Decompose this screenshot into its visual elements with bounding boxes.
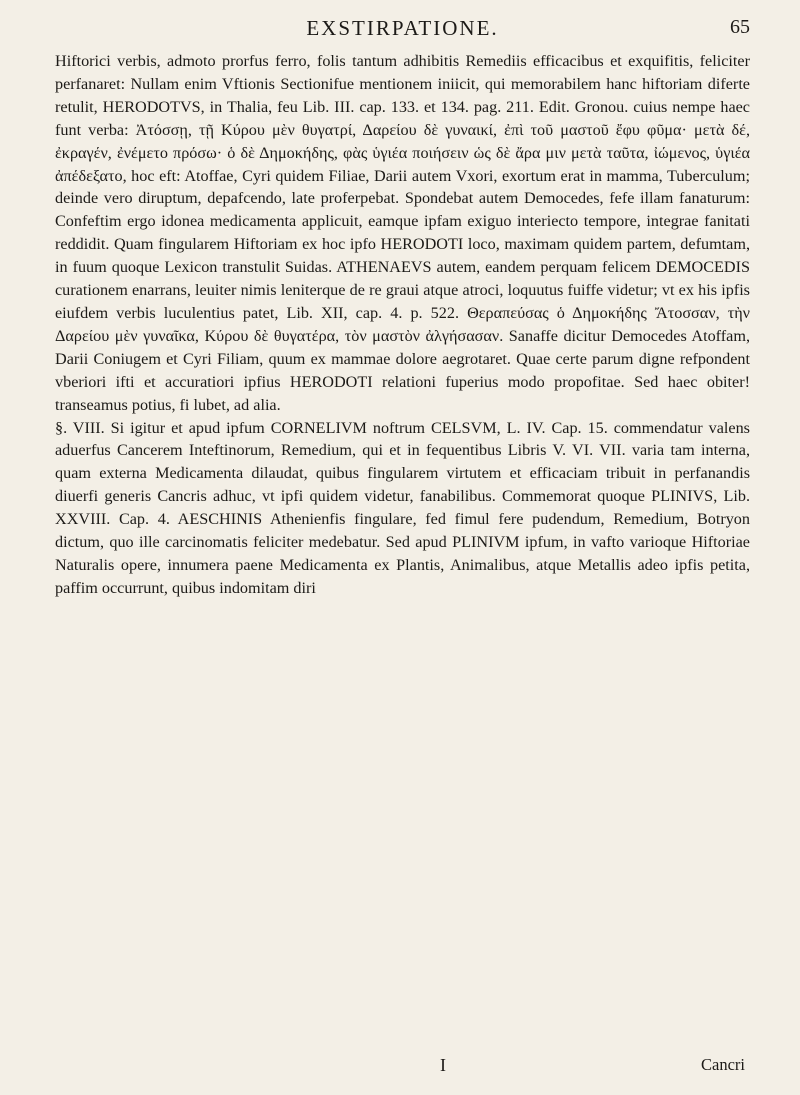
page-number: 65	[730, 16, 750, 38]
running-head	[55, 16, 750, 50]
running-title: EXSTIRPATIONE.	[306, 16, 499, 40]
paragraph-1: Hiftorici verbis, admoto prorfus ferro, folis tantum adhibitis Remediis efficacibus et exquifitis, feliciter perfanaret: Nullam enim Vftionis Sectionifue mentionem iniicit, qui memorabilem hanc hiftoriam diferte retulit, HERODOTVS, in Thalia, feu Lib. III. cap. 133. et 134. pag. 211. Edit. Gronou. cuius nempe haec funt verba: Ἀτόσσῃ, τῇ Κύρου μὲν θυγατρί, Δαρείου δὲ γυναικί, ἐπὶ τοῦ μαστοῦ ἔφυ φῦμα· μετὰ δέ, ἐκραγέν, ἐνέμετο πρόσω· ὁ δὲ Δημοκήδης, φὰς ὑγιέα ποιήσειν ὡς δὲ ἄρα μιν μετὰ ταῦτα, ἰώμενος, ὑγιέα ἀπέδεξατο, hoc eft: Atoffae, Cyri quidem Filiae, Darii autem Vxori, exortum erat in mamma, Tuberculum; deinde vero diruptum, depafcendo, late proferpebat. Spondebat autem Democedes, fefe illam fanaturum: Confeftim ergo idonea medicamenta applicuit, eamque ipfam exiguo interiecto tempore, integrae fanitati reddidit. Quam fingularem Hiftoriam ex hoc ipfo HERODOTI loco, maximam quidem partem, defumtam, in fuum quoque Lexicon transtulit Suidas. ATHENAEVS autem, eandem perquam felicem DEMOCEDIS curationem enarrans, leuiter nimis leniterque de re graui atque atroci, loquutus fuiffe videtur; vt ex his ipfis eiufdem verbis luculentius patet, Lib. XII, cap. 4. p. 522. Θεραπεύσας ὁ Δημοκήδης Ἄτοσσαν, τὴν Δαρείου μὲν γυναῖκα, Κύρου δὲ θυγατέρα, τὸν μαστὸν ἀλγήσασαν. Sanaffe dicitur Democedes Atoffam, Darii Coniugem et Cyri Filiam, quum ex mammae dolore aegrotaret. Quae certe parum digne refpondent vberiori ifti et accuratiori ipfius HERODOTI relationi fuperius modo propofitae. Sed haec obiter! transeamus potius, fi lubet, ad alia.	[55, 52, 750, 414]
signature-mark: I	[440, 1055, 446, 1075]
paragraph-2: §. VIII. Si igitur et apud ipfum CORNELIVM noftrum CELSVM, L. IV. Cap. 15. commendatur valens aduerfus Cancerem Inteftinorum, Remedium, qui et in fequentibus Libris V. VI. VII. varia tam interna, quam externa Medicamenta dilaudat, quibus fingularem virtutem et efficaciam tribuit in perfanandis diuerfi generis Cancris adhuc, vt ipfi quidem videtur, fanabilibus. Commemorat quoque PLINIVS, Lib. XXVIII. Cap. 4. AESCHINIS Athenienfis fingulare, fed fimul fere pudendum, Remedium, Botryon dictum, quo ille carcinomatis feliciter medebatur. Sed apud PLINIVM ipfum, in vafto varioque Hiftoriae Naturalis opere, innumera paene Medicamenta ex Plantis, Animalibus, atque Metallis adeo ipfis petita, paffim occurrunt, quibus indomitam diri	[55, 418, 750, 597]
catchword: Cancri	[701, 1055, 745, 1074]
body-text	[55, 50, 750, 600]
